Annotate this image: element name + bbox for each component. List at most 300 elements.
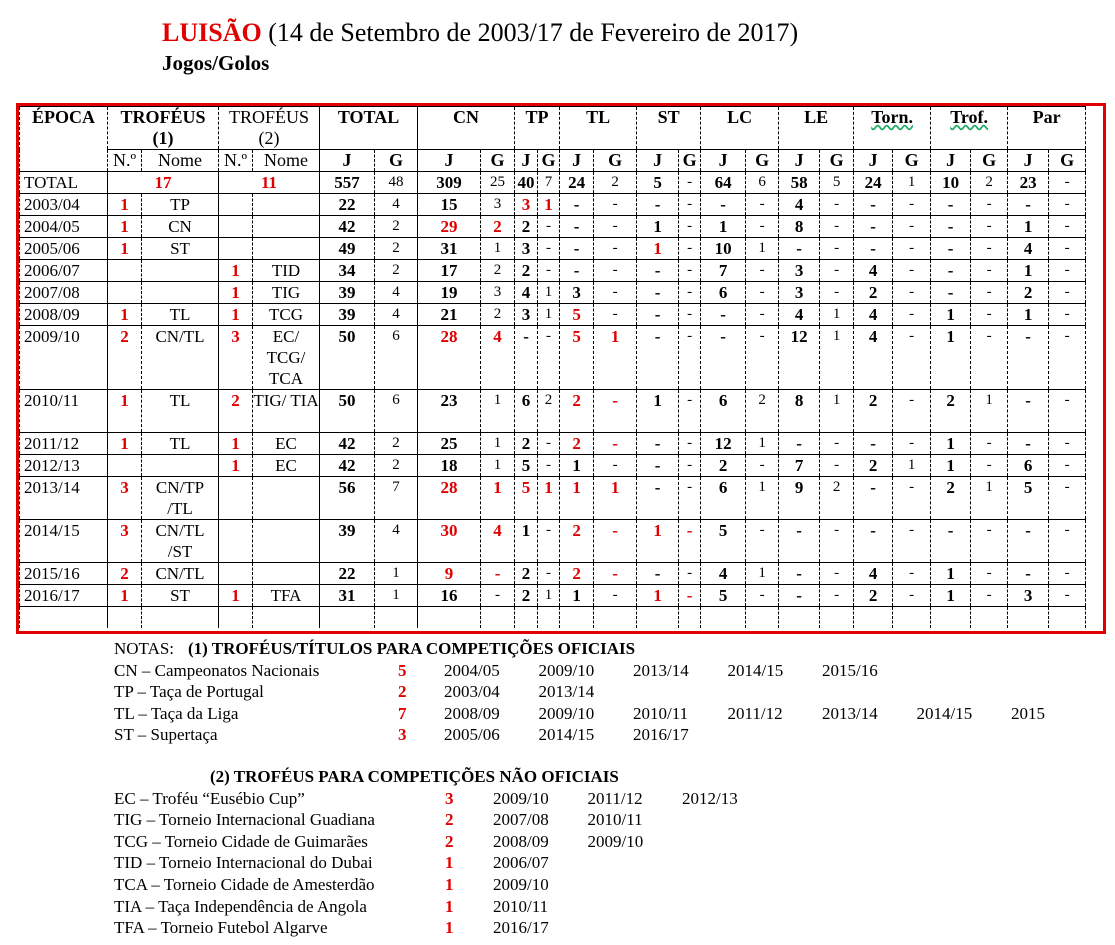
stat-value: - — [971, 304, 1008, 326]
note-count: 3 — [445, 788, 454, 808]
stat-value: - — [701, 304, 746, 326]
empty-cell — [679, 607, 701, 629]
trophy-count: 17 — [108, 172, 219, 194]
stat-value: 3 — [481, 282, 515, 304]
column-group-header: LC — [701, 107, 779, 150]
stat-value: 1 — [637, 238, 679, 260]
stat-value: - — [1049, 304, 1086, 326]
stat-value: - — [538, 520, 560, 563]
trophy-name — [142, 260, 219, 282]
stat-value: 1 — [1008, 216, 1049, 238]
empty-row — [20, 607, 1115, 629]
trophy-name — [253, 477, 320, 520]
empty-cell — [779, 607, 820, 629]
note-count: 2 — [445, 831, 454, 851]
trophy-name: EC — [253, 433, 320, 455]
stat-value: - — [971, 238, 1008, 260]
empty-cell — [893, 607, 931, 629]
table-row — [20, 282, 1115, 304]
stat-value: - — [893, 216, 931, 238]
season-cell: 2013/14 — [20, 477, 108, 520]
season-cell: 2012/13 — [20, 455, 108, 477]
stat-value: 4 — [481, 326, 515, 390]
stat-value: - — [637, 282, 679, 304]
stat-value: - — [893, 238, 931, 260]
trophy-name: ST — [142, 585, 219, 607]
stat-value: - — [538, 238, 560, 260]
stat-value: 6 — [375, 326, 418, 390]
empty-cell — [594, 607, 637, 629]
stat-value: 1 — [594, 326, 637, 390]
trophy-count — [219, 477, 253, 520]
trophy-count — [108, 260, 142, 282]
stat-value: 2 — [515, 216, 538, 238]
empty-cell — [746, 607, 779, 629]
stat-value: 1 — [538, 477, 560, 520]
stat-value: 31 — [320, 585, 375, 607]
trophy-count: 1 — [219, 304, 253, 326]
stat-value: 7 — [538, 172, 560, 194]
stat-value: 2 — [971, 172, 1008, 194]
stat-value: - — [746, 282, 779, 304]
column-group-header: CN — [418, 107, 515, 150]
empty-cell — [320, 607, 375, 629]
stat-value: 28 — [418, 326, 481, 390]
stat-value: 2 — [560, 520, 594, 563]
stat-value: 21 — [418, 304, 481, 326]
stat-value: 1 — [560, 477, 594, 520]
column-group-header: LE — [779, 107, 854, 150]
season-cell: 2007/08 — [20, 282, 108, 304]
stat-value: 4 — [854, 326, 893, 390]
empty-cell — [854, 607, 893, 629]
stat-value: - — [679, 563, 701, 585]
note-year: 2011/12 — [727, 703, 783, 723]
column-subheader: G — [893, 150, 931, 172]
stat-value: - — [594, 520, 637, 563]
stat-value: 2 — [701, 455, 746, 477]
stat-value: - — [637, 477, 679, 520]
stat-value: - — [594, 260, 637, 282]
trophy-name: TP — [142, 194, 219, 216]
stat-value: 30 — [418, 520, 481, 563]
stat-value: - — [1049, 282, 1086, 304]
trophy-count — [108, 455, 142, 477]
stat-value: 309 — [418, 172, 481, 194]
note-year: 2010/11 — [493, 896, 549, 916]
stat-value: 6 — [1008, 455, 1049, 477]
stat-value: 5 — [560, 326, 594, 390]
stat-value: 2 — [481, 260, 515, 282]
stat-value: - — [538, 433, 560, 455]
stat-value: 1 — [820, 326, 854, 390]
stat-value: - — [820, 563, 854, 585]
stat-value: 5 — [701, 585, 746, 607]
stat-value: 16 — [418, 585, 481, 607]
trophy-name — [142, 455, 219, 477]
note-year: 2013/14 — [633, 660, 689, 680]
stat-value: 2 — [538, 390, 560, 433]
stat-value: 5 — [701, 520, 746, 563]
stat-value: - — [746, 455, 779, 477]
trophy-name: TCG — [253, 304, 320, 326]
stat-value: - — [893, 585, 931, 607]
stat-value: - — [679, 260, 701, 282]
trophy-name: TFA — [253, 585, 320, 607]
note-name: TID – Torneio Internacional do Dubai — [114, 853, 373, 873]
stat-value: - — [594, 563, 637, 585]
note-year: 2016/17 — [493, 918, 549, 938]
stat-value: 2 — [560, 563, 594, 585]
stat-value: 2 — [854, 282, 893, 304]
note-year: 2004/05 — [444, 660, 500, 680]
stat-value: - — [481, 585, 515, 607]
stat-value: 5 — [1008, 477, 1049, 520]
stat-value: - — [893, 520, 931, 563]
column-group-header: Trof. — [931, 107, 1008, 150]
stat-value: 24 — [854, 172, 893, 194]
notes-label: NOTAS: — [114, 639, 175, 658]
stat-value: 3 — [779, 260, 820, 282]
note-count: 1 — [445, 918, 454, 938]
stat-value: - — [515, 326, 538, 390]
season-cell: 2009/10 — [20, 326, 108, 390]
stat-value: 6 — [701, 390, 746, 433]
column-group-header: TROFÉUS (1) — [108, 107, 219, 150]
trophy-name: EC/ TCG/ TCA — [253, 326, 320, 390]
stat-value: - — [701, 326, 746, 390]
table-row — [20, 304, 1115, 326]
stat-value: - — [931, 194, 971, 216]
column-group-header: ÉPOCA — [20, 107, 108, 172]
empty-cell — [219, 607, 253, 629]
stat-value: - — [854, 433, 893, 455]
stat-value: - — [820, 455, 854, 477]
stat-value: 5 — [637, 172, 679, 194]
stat-value: - — [1049, 585, 1086, 607]
note-count: 3 — [398, 725, 407, 745]
stat-value: 4 — [779, 304, 820, 326]
empty-cell — [20, 607, 108, 629]
column-subheader: G — [971, 150, 1008, 172]
stat-value: 1 — [931, 585, 971, 607]
trophy-name: TID — [253, 260, 320, 282]
stat-value: - — [594, 390, 637, 433]
stat-value: - — [779, 585, 820, 607]
trophy-count: 1 — [108, 390, 142, 433]
stat-value: - — [931, 238, 971, 260]
table-row — [20, 433, 1115, 455]
stat-value: - — [637, 455, 679, 477]
empty-cell — [1049, 607, 1086, 629]
column-subheader: G — [538, 150, 560, 172]
stat-value: 4 — [701, 563, 746, 585]
stat-value: 6 — [701, 477, 746, 520]
stat-value: - — [971, 326, 1008, 390]
stat-value: - — [701, 194, 746, 216]
stat-value: 1 — [931, 304, 971, 326]
stat-value: - — [1049, 563, 1086, 585]
stat-value: 6 — [701, 282, 746, 304]
stat-value: 5 — [560, 304, 594, 326]
stat-value: 3 — [779, 282, 820, 304]
stat-value: 3 — [560, 282, 594, 304]
stat-value: - — [637, 260, 679, 282]
column-subheader: Nome — [142, 150, 219, 172]
note-name: EC – Troféu “Eusébio Cup” — [114, 788, 305, 808]
stat-value: - — [538, 326, 560, 390]
season-cell: 2004/05 — [20, 216, 108, 238]
stat-value: 15 — [418, 194, 481, 216]
stat-value: - — [1049, 216, 1086, 238]
trophy-count: 1 — [108, 194, 142, 216]
stat-value: 1 — [931, 433, 971, 455]
trophy-name: ST — [142, 238, 219, 260]
stat-value: - — [679, 216, 701, 238]
stat-value: 1 — [701, 216, 746, 238]
season-cell: 2016/17 — [20, 585, 108, 607]
stat-value: - — [594, 194, 637, 216]
column-group-header: TL — [560, 107, 637, 150]
stat-value: 39 — [320, 304, 375, 326]
stat-value: 6 — [746, 172, 779, 194]
table-row — [20, 194, 1115, 216]
empty-cell — [931, 607, 971, 629]
stat-value: - — [746, 216, 779, 238]
column-group-header: TOTAL — [320, 107, 418, 150]
column-subheader: J — [854, 150, 893, 172]
stat-value: 23 — [418, 390, 481, 433]
stat-value: 9 — [418, 563, 481, 585]
trophy-count: 2 — [219, 390, 253, 433]
trophy-name — [253, 520, 320, 563]
column-subheader: G — [1049, 150, 1086, 172]
stat-value: 7 — [701, 260, 746, 282]
stat-value: 31 — [418, 238, 481, 260]
stat-value: 1 — [481, 390, 515, 433]
stat-value: - — [820, 520, 854, 563]
stat-value: - — [1049, 455, 1086, 477]
stat-value: 3 — [515, 304, 538, 326]
empty-cell — [481, 607, 515, 629]
note-year: 2009/10 — [493, 874, 549, 894]
stat-value: - — [746, 520, 779, 563]
column-subheader: Nome — [253, 150, 320, 172]
stat-value: 1 — [637, 520, 679, 563]
stat-value: - — [560, 194, 594, 216]
stat-value: 4 — [481, 520, 515, 563]
empty-cell — [142, 607, 219, 629]
stat-value: - — [971, 216, 1008, 238]
stat-value: - — [746, 260, 779, 282]
note-year: 2014/15 — [727, 660, 784, 680]
column-subheader: G — [594, 150, 637, 172]
stat-value: 23 — [1008, 172, 1049, 194]
stat-value: 3 — [515, 238, 538, 260]
empty-cell — [701, 607, 746, 629]
stat-value: 2 — [594, 172, 637, 194]
stat-value: 2 — [854, 390, 893, 433]
note-count: 2 — [445, 810, 454, 830]
empty-cell — [375, 607, 418, 629]
column-subheader: J — [637, 150, 679, 172]
stat-value: - — [1049, 520, 1086, 563]
season-cell: 2011/12 — [20, 433, 108, 455]
stat-value: 49 — [320, 238, 375, 260]
stat-value: - — [1008, 326, 1049, 390]
stat-value: 28 — [418, 477, 481, 520]
stat-value: - — [931, 260, 971, 282]
stat-value: 4 — [375, 194, 418, 216]
empty-cell — [971, 607, 1008, 629]
stat-value: 5 — [515, 455, 538, 477]
trophy-count: 2 — [108, 563, 142, 585]
page-subtitle: Jogos/Golos — [162, 51, 270, 75]
stat-value: 1 — [931, 326, 971, 390]
stat-value: 3 — [515, 194, 538, 216]
stat-value: - — [854, 238, 893, 260]
stat-value: - — [481, 563, 515, 585]
stat-value: - — [971, 282, 1008, 304]
note-count: 1 — [445, 874, 454, 894]
stat-value: 12 — [701, 433, 746, 455]
trophy-count: 3 — [108, 477, 142, 520]
stat-value: 1 — [594, 477, 637, 520]
note-year: 2009/10 — [538, 660, 595, 680]
stat-value: - — [931, 520, 971, 563]
season-cell: 2015/16 — [20, 563, 108, 585]
stat-value: - — [1008, 390, 1049, 433]
stat-value: - — [1008, 194, 1049, 216]
stat-value: 1 — [538, 585, 560, 607]
stat-value: 48 — [375, 172, 418, 194]
stat-value: - — [893, 304, 931, 326]
stat-value: 3 — [1008, 585, 1049, 607]
note-year: 2009/10 — [493, 788, 549, 808]
stat-value: - — [1049, 238, 1086, 260]
trophy-count: 1 — [219, 585, 253, 607]
trophy-name — [142, 282, 219, 304]
stat-value: 10 — [701, 238, 746, 260]
trophy-name — [253, 238, 320, 260]
trophy-count — [219, 216, 253, 238]
stat-value: - — [779, 433, 820, 455]
stat-value: 2 — [560, 433, 594, 455]
stat-value: - — [1049, 326, 1086, 390]
stat-value: 2 — [481, 216, 515, 238]
note-count: 7 — [398, 703, 407, 723]
column-subheader: J — [779, 150, 820, 172]
stat-value: 4 — [1008, 238, 1049, 260]
stat-value: 2 — [931, 477, 971, 520]
stat-value: 1 — [893, 455, 931, 477]
note-count: 1 — [445, 853, 454, 873]
stat-value: 58 — [779, 172, 820, 194]
trophy-name: CN/TL /ST — [142, 520, 219, 563]
stat-value: 6 — [375, 390, 418, 433]
note-name: ST – Supertaça — [114, 725, 218, 745]
stat-value: - — [820, 260, 854, 282]
empty-cell — [253, 607, 320, 629]
empty-cell — [560, 607, 594, 629]
stat-value: 2 — [854, 585, 893, 607]
stat-value: 2 — [854, 455, 893, 477]
trophy-name: TL — [142, 390, 219, 433]
season-cell: 2010/11 — [20, 390, 108, 433]
note-name: TL – Taça da Liga — [114, 703, 239, 723]
stat-value: - — [820, 585, 854, 607]
stat-value: - — [820, 216, 854, 238]
stat-value: 2 — [481, 304, 515, 326]
stat-value: 2 — [375, 216, 418, 238]
stat-value: - — [538, 260, 560, 282]
stat-value: 1 — [481, 477, 515, 520]
stat-value: 24 — [560, 172, 594, 194]
stat-value: 4 — [854, 304, 893, 326]
column-subheader: G — [375, 150, 418, 172]
stat-value: - — [1008, 433, 1049, 455]
stat-value: 2 — [515, 585, 538, 607]
player-name: LUISÃO — [162, 18, 262, 47]
stat-value: - — [679, 433, 701, 455]
empty-cell — [1008, 607, 1049, 629]
stat-value: - — [931, 216, 971, 238]
season-cell: 2014/15 — [20, 520, 108, 563]
note-name: TP – Taça de Portugal — [114, 682, 264, 702]
note-name: TIG – Torneio Internacional Guadiana — [114, 810, 375, 830]
stat-value: - — [820, 238, 854, 260]
stat-value: 42 — [320, 455, 375, 477]
trophy-name — [253, 194, 320, 216]
stat-value: - — [679, 282, 701, 304]
stat-value: 50 — [320, 326, 375, 390]
stat-value: - — [679, 477, 701, 520]
stat-value: 1 — [746, 477, 779, 520]
season-cell: 2003/04 — [20, 194, 108, 216]
stat-value: 1 — [1008, 304, 1049, 326]
stat-value: - — [538, 563, 560, 585]
stat-value: 1 — [481, 433, 515, 455]
stat-value: 1 — [931, 563, 971, 585]
stat-value: 25 — [481, 172, 515, 194]
stat-value: 3 — [481, 194, 515, 216]
stat-value: - — [560, 260, 594, 282]
stat-value: - — [746, 304, 779, 326]
stat-value: 9 — [779, 477, 820, 520]
stat-value: 1 — [538, 282, 560, 304]
trophy-name: CN/TP /TL — [142, 477, 219, 520]
stat-value: 12 — [779, 326, 820, 390]
stat-value: - — [820, 194, 854, 216]
stat-value: 2 — [931, 390, 971, 433]
stat-value: - — [971, 563, 1008, 585]
stat-value: - — [560, 238, 594, 260]
stat-value: 22 — [320, 194, 375, 216]
stat-value: - — [971, 455, 1008, 477]
note-year: 2016/17 — [633, 725, 689, 745]
stat-value: - — [1008, 563, 1049, 585]
trophy-count: 1 — [219, 433, 253, 455]
stat-value: 1 — [538, 304, 560, 326]
column-subheader: G — [820, 150, 854, 172]
stat-value: - — [1049, 260, 1086, 282]
empty-cell — [637, 607, 679, 629]
note-year: 2010/11 — [633, 703, 689, 723]
column-group-header: Par — [1008, 107, 1086, 150]
trophy-count: 11 — [219, 172, 320, 194]
note-name: CN – Campeonatos Nacionais — [114, 660, 320, 680]
column-subheader: J — [418, 150, 481, 172]
